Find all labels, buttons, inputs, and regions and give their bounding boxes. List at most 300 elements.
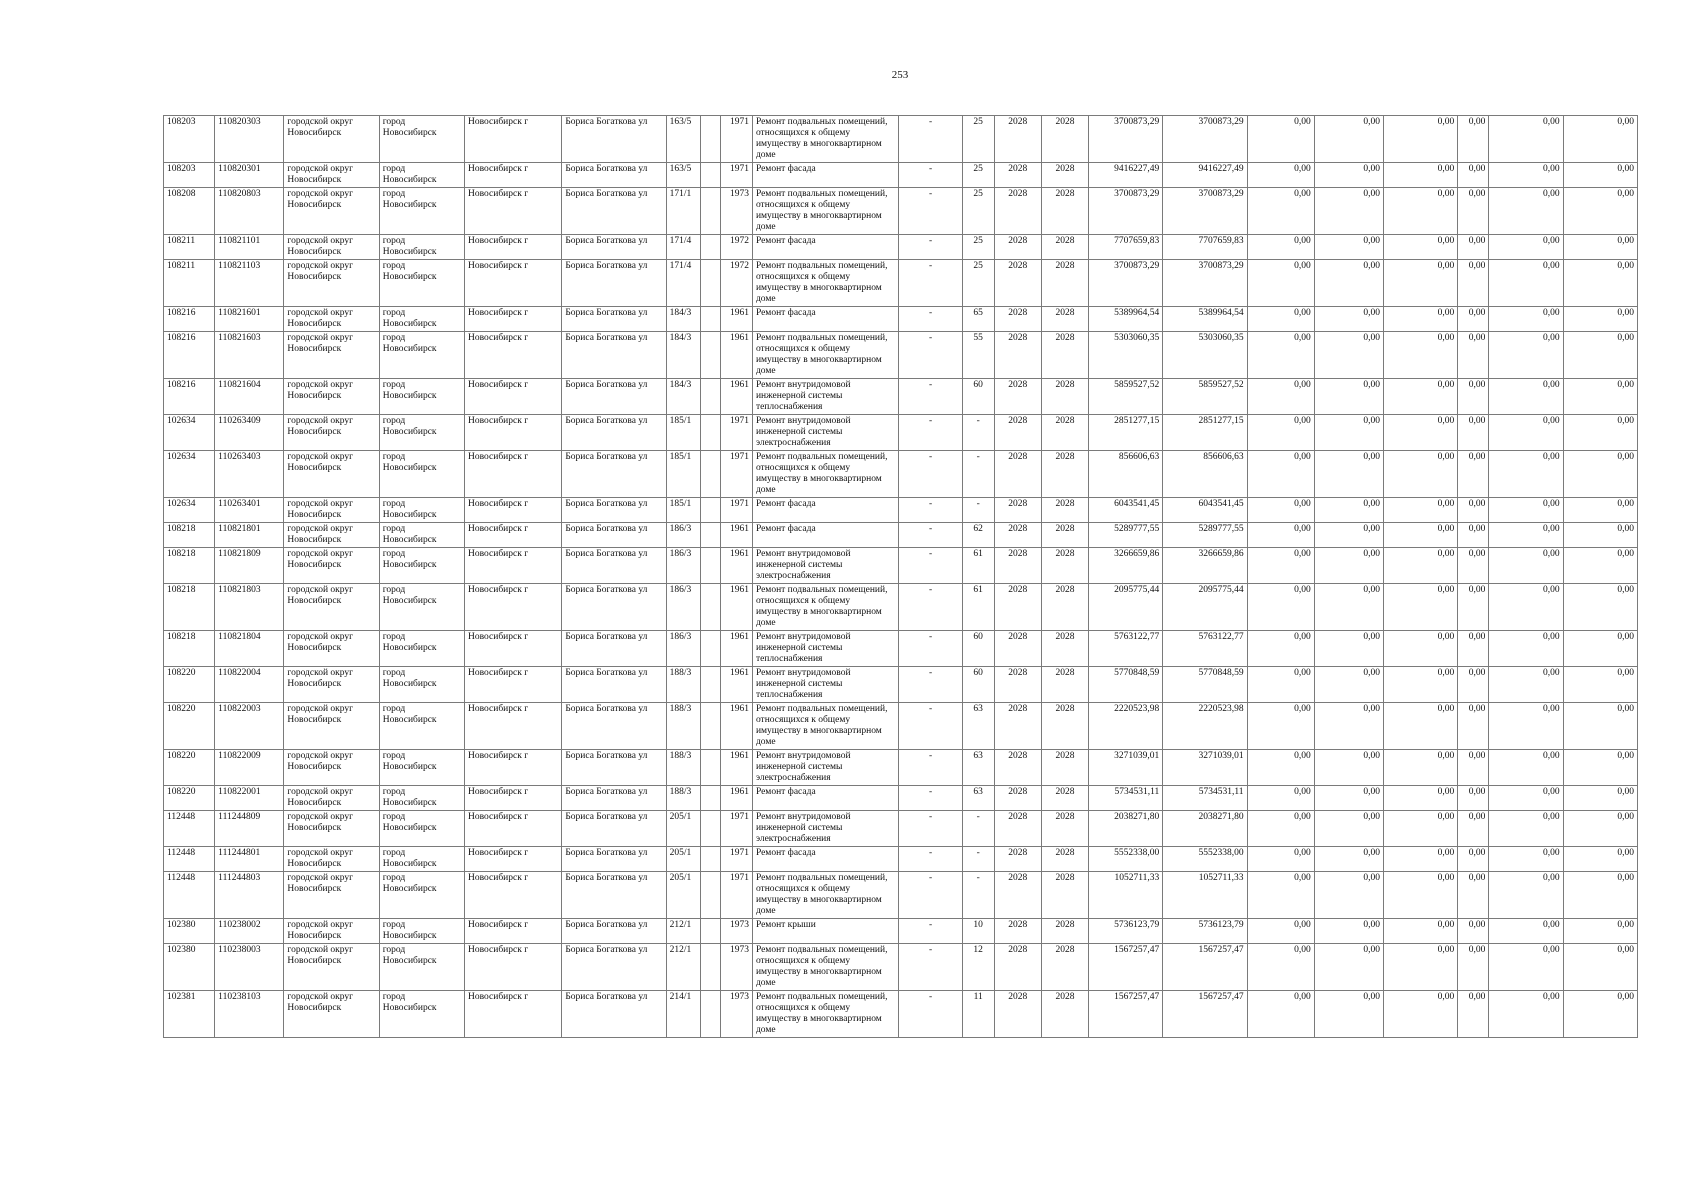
cell-empty-col: - (899, 667, 962, 703)
cell-fund-cost: 3700873,29 (1163, 260, 1247, 307)
cell-other-funds: 0,00 (1458, 332, 1489, 379)
cell-plan-year-end: 2028 (1041, 991, 1088, 1038)
cell-owner-funds: 0,00 (1489, 786, 1563, 811)
cell-total-cost: 3271039,01 (1089, 750, 1163, 786)
cell-year-built: 1973 (720, 944, 752, 991)
cell-work-type: Ремонт подвальных помещений, относящихся к общему имуществу в многоквартирном доме (752, 991, 898, 1038)
cell-extra-funds: 0,00 (1563, 307, 1637, 332)
cell-owner-funds: 0,00 (1489, 451, 1563, 498)
cell-local-funds: 0,00 (1384, 451, 1458, 498)
cell-house-number: 184/3 (666, 307, 700, 332)
cell-house-number: 171/1 (666, 188, 700, 235)
cell-regional-funds: 0,00 (1314, 872, 1383, 919)
cell-plan-year-end: 2028 (1041, 379, 1088, 415)
table-row (164, 811, 1638, 847)
cell-street: Бориса Богаткова ул (562, 991, 666, 1038)
cell-street: Бориса Богаткова ул (562, 750, 666, 786)
cell-extra-funds: 0,00 (1563, 163, 1637, 188)
cell-house-id: 108208 (164, 188, 215, 235)
cell-owner-funds: 0,00 (1489, 667, 1563, 703)
cell-federal-funds: 0,00 (1247, 919, 1314, 944)
cell-regional-funds: 0,00 (1314, 260, 1383, 307)
cell-municipality: городской округ Новосибирск (284, 847, 379, 872)
cell-owner-funds: 0,00 (1489, 872, 1563, 919)
cell-owner-funds: 0,00 (1489, 307, 1563, 332)
cell-owner-funds: 0,00 (1489, 584, 1563, 631)
cell-total-cost: 5389964,54 (1089, 307, 1163, 332)
cell-city: Новосибирск г (465, 498, 562, 523)
cell-work-id: 110822004 (215, 667, 284, 703)
cell-house-id: 108220 (164, 703, 215, 750)
cell-work-id: 110238103 (215, 991, 284, 1038)
cell-local-funds: 0,00 (1384, 235, 1458, 260)
cell-wear-percent: - (962, 498, 994, 523)
cell-empty-col: - (899, 235, 962, 260)
cell-federal-funds: 0,00 (1247, 116, 1314, 163)
cell-year-built: 1971 (720, 498, 752, 523)
cell-settlement: город Новосибирск (379, 415, 464, 451)
cell-municipality: городской округ Новосибирск (284, 415, 379, 451)
cell-street: Бориса Богаткова ул (562, 667, 666, 703)
cell-house-id: 108203 (164, 163, 215, 188)
cell-extra-funds: 0,00 (1563, 116, 1637, 163)
cell-regional-funds: 0,00 (1314, 584, 1383, 631)
cell-empty-col: - (899, 919, 962, 944)
cell-wear-percent: 10 (962, 919, 994, 944)
cell-settlement: город Новосибирск (379, 260, 464, 307)
cell-house-id: 102634 (164, 451, 215, 498)
cell-city: Новосибирск г (465, 703, 562, 750)
cell-empty-col: - (899, 944, 962, 991)
table-row (164, 991, 1638, 1038)
table-row (164, 631, 1638, 667)
cell-wear-percent: - (962, 415, 994, 451)
cell-empty-col: - (899, 872, 962, 919)
cell-total-cost: 3700873,29 (1089, 260, 1163, 307)
cell-regional-funds: 0,00 (1314, 919, 1383, 944)
cell-other-funds: 0,00 (1458, 163, 1489, 188)
cell-year-built: 1971 (720, 116, 752, 163)
cell-building (700, 631, 720, 667)
cell-plan-year-end: 2028 (1041, 415, 1088, 451)
cell-local-funds: 0,00 (1384, 750, 1458, 786)
cell-local-funds: 0,00 (1384, 811, 1458, 847)
cell-municipality: городской округ Новосибирск (284, 498, 379, 523)
cell-wear-percent: 63 (962, 750, 994, 786)
cell-building (700, 584, 720, 631)
cell-work-id: 110822003 (215, 703, 284, 750)
cell-year-built: 1961 (720, 332, 752, 379)
cell-year-built: 1961 (720, 379, 752, 415)
cell-year-built: 1961 (720, 584, 752, 631)
cell-settlement: город Новосибирск (379, 188, 464, 235)
cell-federal-funds: 0,00 (1247, 307, 1314, 332)
cell-year-built: 1971 (720, 415, 752, 451)
cell-federal-funds: 0,00 (1247, 415, 1314, 451)
cell-owner-funds: 0,00 (1489, 631, 1563, 667)
cell-plan-year-end: 2028 (1041, 811, 1088, 847)
cell-empty-col: - (899, 548, 962, 584)
cell-plan-year-end: 2028 (1041, 332, 1088, 379)
cell-extra-funds: 0,00 (1563, 451, 1637, 498)
cell-house-id: 108218 (164, 523, 215, 548)
cell-settlement: город Новосибирск (379, 944, 464, 991)
cell-empty-col: - (899, 786, 962, 811)
cell-fund-cost: 5734531,11 (1163, 786, 1247, 811)
cell-wear-percent: 63 (962, 703, 994, 750)
cell-plan-year-start: 2028 (994, 703, 1041, 750)
cell-year-built: 1961 (720, 307, 752, 332)
cell-work-id: 110822009 (215, 750, 284, 786)
cell-other-funds: 0,00 (1458, 548, 1489, 584)
cell-city: Новосибирск г (465, 163, 562, 188)
cell-owner-funds: 0,00 (1489, 919, 1563, 944)
cell-other-funds: 0,00 (1458, 991, 1489, 1038)
cell-city: Новосибирск г (465, 991, 562, 1038)
cell-fund-cost: 3266659,86 (1163, 548, 1247, 584)
cell-city: Новосибирск г (465, 847, 562, 872)
cell-street: Бориса Богаткова ул (562, 307, 666, 332)
cell-federal-funds: 0,00 (1247, 872, 1314, 919)
cell-plan-year-start: 2028 (994, 811, 1041, 847)
cell-federal-funds: 0,00 (1247, 260, 1314, 307)
cell-year-built: 1961 (720, 631, 752, 667)
cell-settlement: город Новосибирск (379, 163, 464, 188)
cell-federal-funds: 0,00 (1247, 667, 1314, 703)
cell-other-funds: 0,00 (1458, 188, 1489, 235)
table-row (164, 188, 1638, 235)
table-row (164, 163, 1638, 188)
cell-street: Бориса Богаткова ул (562, 235, 666, 260)
cell-settlement: город Новосибирск (379, 451, 464, 498)
page-number: 253 (891, 69, 909, 81)
cell-year-built: 1971 (720, 872, 752, 919)
cell-plan-year-start: 2028 (994, 584, 1041, 631)
cell-empty-col: - (899, 584, 962, 631)
cell-city: Новосибирск г (465, 415, 562, 451)
cell-street: Бориса Богаткова ул (562, 260, 666, 307)
cell-plan-year-start: 2028 (994, 188, 1041, 235)
cell-house-id: 108220 (164, 667, 215, 703)
cell-plan-year-start: 2028 (994, 379, 1041, 415)
cell-total-cost: 5303060,35 (1089, 332, 1163, 379)
cell-building (700, 451, 720, 498)
cell-settlement: город Новосибирск (379, 847, 464, 872)
cell-regional-funds: 0,00 (1314, 379, 1383, 415)
cell-year-built: 1971 (720, 847, 752, 872)
table-row (164, 750, 1638, 786)
cell-house-number: 163/5 (666, 163, 700, 188)
cell-wear-percent: 60 (962, 379, 994, 415)
cell-street: Бориса Богаткова ул (562, 786, 666, 811)
cell-house-number: 186/3 (666, 631, 700, 667)
cell-local-funds: 0,00 (1384, 415, 1458, 451)
cell-owner-funds: 0,00 (1489, 379, 1563, 415)
cell-owner-funds: 0,00 (1489, 548, 1563, 584)
cell-municipality: городской округ Новосибирск (284, 872, 379, 919)
cell-extra-funds: 0,00 (1563, 548, 1637, 584)
cell-other-funds: 0,00 (1458, 667, 1489, 703)
cell-plan-year-start: 2028 (994, 415, 1041, 451)
cell-house-id: 108220 (164, 750, 215, 786)
cell-work-id: 111244801 (215, 847, 284, 872)
cell-building (700, 163, 720, 188)
cell-wear-percent: 25 (962, 116, 994, 163)
cell-local-funds: 0,00 (1384, 991, 1458, 1038)
cell-regional-funds: 0,00 (1314, 307, 1383, 332)
cell-extra-funds: 0,00 (1563, 786, 1637, 811)
cell-year-built: 1973 (720, 991, 752, 1038)
cell-plan-year-end: 2028 (1041, 786, 1088, 811)
table-row (164, 703, 1638, 750)
cell-extra-funds: 0,00 (1563, 750, 1637, 786)
table-row (164, 451, 1638, 498)
cell-local-funds: 0,00 (1384, 548, 1458, 584)
cell-house-id: 108211 (164, 260, 215, 307)
cell-plan-year-end: 2028 (1041, 872, 1088, 919)
cell-house-number: 184/3 (666, 379, 700, 415)
cell-work-type: Ремонт внутридомовой инженерной системы теплоснабжения (752, 631, 898, 667)
cell-total-cost: 7707659,83 (1089, 235, 1163, 260)
cell-building (700, 944, 720, 991)
cell-extra-funds: 0,00 (1563, 631, 1637, 667)
cell-municipality: городской округ Новосибирск (284, 703, 379, 750)
cell-owner-funds: 0,00 (1489, 163, 1563, 188)
cell-owner-funds: 0,00 (1489, 944, 1563, 991)
cell-empty-col: - (899, 307, 962, 332)
cell-municipality: городской округ Новосибирск (284, 667, 379, 703)
cell-house-id: 108220 (164, 786, 215, 811)
cell-federal-funds: 0,00 (1247, 584, 1314, 631)
cell-total-cost: 1567257,47 (1089, 944, 1163, 991)
cell-settlement: город Новосибирск (379, 523, 464, 548)
cell-house-id: 102634 (164, 498, 215, 523)
cell-local-funds: 0,00 (1384, 631, 1458, 667)
cell-federal-funds: 0,00 (1247, 847, 1314, 872)
cell-city: Новосибирск г (465, 188, 562, 235)
cell-other-funds: 0,00 (1458, 919, 1489, 944)
cell-plan-year-start: 2028 (994, 163, 1041, 188)
cell-municipality: городской округ Новосибирск (284, 332, 379, 379)
cell-plan-year-start: 2028 (994, 847, 1041, 872)
cell-work-id: 110821809 (215, 548, 284, 584)
cell-total-cost: 5289777,55 (1089, 523, 1163, 548)
cell-wear-percent: 25 (962, 163, 994, 188)
cell-empty-col: - (899, 379, 962, 415)
cell-empty-col: - (899, 847, 962, 872)
cell-work-type: Ремонт внутридомовой инженерной системы электроснабжения (752, 415, 898, 451)
table-row (164, 786, 1638, 811)
cell-extra-funds: 0,00 (1563, 872, 1637, 919)
cell-local-funds: 0,00 (1384, 260, 1458, 307)
cell-year-built: 1961 (720, 750, 752, 786)
cell-city: Новосибирск г (465, 379, 562, 415)
cell-total-cost: 2038271,80 (1089, 811, 1163, 847)
cell-fund-cost: 5736123,79 (1163, 919, 1247, 944)
cell-work-id: 110820803 (215, 188, 284, 235)
cell-house-number: 185/1 (666, 451, 700, 498)
cell-regional-funds: 0,00 (1314, 116, 1383, 163)
cell-regional-funds: 0,00 (1314, 750, 1383, 786)
cell-municipality: городской округ Новосибирск (284, 944, 379, 991)
cell-house-number: 214/1 (666, 991, 700, 1038)
cell-extra-funds: 0,00 (1563, 944, 1637, 991)
cell-work-id: 110820301 (215, 163, 284, 188)
cell-street: Бориса Богаткова ул (562, 451, 666, 498)
cell-extra-funds: 0,00 (1563, 584, 1637, 631)
cell-wear-percent: 61 (962, 548, 994, 584)
cell-local-funds: 0,00 (1384, 523, 1458, 548)
cell-plan-year-start: 2028 (994, 116, 1041, 163)
cell-settlement: город Новосибирск (379, 631, 464, 667)
cell-year-built: 1971 (720, 163, 752, 188)
cell-total-cost: 5859527,52 (1089, 379, 1163, 415)
cell-regional-funds: 0,00 (1314, 498, 1383, 523)
cell-building (700, 260, 720, 307)
cell-building (700, 703, 720, 750)
cell-house-number: 212/1 (666, 944, 700, 991)
cell-total-cost: 2851277,15 (1089, 415, 1163, 451)
cell-regional-funds: 0,00 (1314, 847, 1383, 872)
cell-work-type: Ремонт подвальных помещений, относящихся к общему имуществу в многоквартирном доме (752, 188, 898, 235)
cell-empty-col: - (899, 523, 962, 548)
table-row (164, 847, 1638, 872)
cell-wear-percent: 25 (962, 235, 994, 260)
cell-work-type: Ремонт фасада (752, 498, 898, 523)
cell-work-id: 110821604 (215, 379, 284, 415)
cell-fund-cost: 5289777,55 (1163, 523, 1247, 548)
cell-plan-year-start: 2028 (994, 991, 1041, 1038)
cell-wear-percent: 60 (962, 667, 994, 703)
cell-other-funds: 0,00 (1458, 307, 1489, 332)
cell-extra-funds: 0,00 (1563, 498, 1637, 523)
cell-other-funds: 0,00 (1458, 260, 1489, 307)
cell-work-id: 110821803 (215, 584, 284, 631)
cell-regional-funds: 0,00 (1314, 811, 1383, 847)
cell-local-funds: 0,00 (1384, 332, 1458, 379)
cell-owner-funds: 0,00 (1489, 332, 1563, 379)
cell-work-type: Ремонт внутридомовой инженерной системы теплоснабжения (752, 379, 898, 415)
cell-house-number: 171/4 (666, 260, 700, 307)
cell-house-id: 102380 (164, 919, 215, 944)
cell-local-funds: 0,00 (1384, 872, 1458, 919)
cell-city: Новосибирск г (465, 260, 562, 307)
cell-empty-col: - (899, 332, 962, 379)
cell-total-cost: 3700873,29 (1089, 116, 1163, 163)
cell-work-type: Ремонт внутридомовой инженерной системы электроснабжения (752, 811, 898, 847)
cell-empty-col: - (899, 811, 962, 847)
cell-municipality: городской округ Новосибирск (284, 811, 379, 847)
cell-wear-percent: 63 (962, 786, 994, 811)
cell-fund-cost: 7707659,83 (1163, 235, 1247, 260)
cell-total-cost: 1052711,33 (1089, 872, 1163, 919)
cell-city: Новосибирск г (465, 307, 562, 332)
cell-work-type: Ремонт подвальных помещений, относящихся к общему имуществу в многоквартирном доме (752, 872, 898, 919)
cell-work-type: Ремонт фасада (752, 235, 898, 260)
cell-year-built: 1971 (720, 451, 752, 498)
cell-work-id: 110821801 (215, 523, 284, 548)
cell-settlement: город Новосибирск (379, 667, 464, 703)
cell-other-funds: 0,00 (1458, 750, 1489, 786)
cell-work-type: Ремонт подвальных помещений, относящихся к общему имуществу в многоквартирном доме (752, 332, 898, 379)
cell-empty-col: - (899, 188, 962, 235)
table-row (164, 944, 1638, 991)
cell-house-id: 108218 (164, 584, 215, 631)
cell-other-funds: 0,00 (1458, 703, 1489, 750)
cell-municipality: городской округ Новосибирск (284, 786, 379, 811)
cell-wear-percent: 60 (962, 631, 994, 667)
cell-plan-year-end: 2028 (1041, 919, 1088, 944)
cell-plan-year-start: 2028 (994, 332, 1041, 379)
cell-wear-percent: - (962, 847, 994, 872)
cell-house-id: 108203 (164, 116, 215, 163)
cell-municipality: городской округ Новосибирск (284, 188, 379, 235)
cell-regional-funds: 0,00 (1314, 235, 1383, 260)
cell-wear-percent: 12 (962, 944, 994, 991)
cell-municipality: городской округ Новосибирск (284, 523, 379, 548)
cell-plan-year-end: 2028 (1041, 944, 1088, 991)
cell-plan-year-start: 2028 (994, 667, 1041, 703)
cell-house-number: 205/1 (666, 872, 700, 919)
cell-municipality: городской округ Новосибирск (284, 260, 379, 307)
cell-house-id: 108216 (164, 379, 215, 415)
cell-local-funds: 0,00 (1384, 116, 1458, 163)
cell-work-type: Ремонт подвальных помещений, относящихся к общему имуществу в многоквартирном доме (752, 451, 898, 498)
cell-house-id: 112448 (164, 811, 215, 847)
cell-work-type: Ремонт внутридомовой инженерной системы электроснабжения (752, 548, 898, 584)
cell-extra-funds: 0,00 (1563, 188, 1637, 235)
cell-federal-funds: 0,00 (1247, 548, 1314, 584)
cell-total-cost: 5763122,77 (1089, 631, 1163, 667)
cell-empty-col: - (899, 498, 962, 523)
table-row (164, 307, 1638, 332)
cell-building (700, 786, 720, 811)
cell-federal-funds: 0,00 (1247, 631, 1314, 667)
cell-fund-cost: 5303060,35 (1163, 332, 1247, 379)
table-row (164, 872, 1638, 919)
cell-local-funds: 0,00 (1384, 307, 1458, 332)
cell-city: Новосибирск г (465, 548, 562, 584)
cell-plan-year-end: 2028 (1041, 548, 1088, 584)
cell-plan-year-start: 2028 (994, 944, 1041, 991)
cell-house-id: 108218 (164, 548, 215, 584)
cell-total-cost: 3700873,29 (1089, 188, 1163, 235)
cell-year-built: 1973 (720, 188, 752, 235)
cell-street: Бориса Богаткова ул (562, 811, 666, 847)
cell-house-number: 212/1 (666, 919, 700, 944)
cell-house-id: 102634 (164, 415, 215, 451)
cell-owner-funds: 0,00 (1489, 498, 1563, 523)
cell-settlement: город Новосибирск (379, 786, 464, 811)
cell-municipality: городской округ Новосибирск (284, 116, 379, 163)
cell-plan-year-start: 2028 (994, 631, 1041, 667)
cell-regional-funds: 0,00 (1314, 451, 1383, 498)
cell-house-number: 185/1 (666, 415, 700, 451)
cell-other-funds: 0,00 (1458, 379, 1489, 415)
cell-city: Новосибирск г (465, 919, 562, 944)
cell-year-built: 1961 (720, 523, 752, 548)
cell-extra-funds: 0,00 (1563, 847, 1637, 872)
cell-other-funds: 0,00 (1458, 811, 1489, 847)
cell-street: Бориса Богаткова ул (562, 548, 666, 584)
cell-building (700, 379, 720, 415)
cell-house-number: 205/1 (666, 811, 700, 847)
cell-federal-funds: 0,00 (1247, 991, 1314, 1038)
cell-work-id: 110821804 (215, 631, 284, 667)
cell-house-number: 186/3 (666, 548, 700, 584)
cell-local-funds: 0,00 (1384, 786, 1458, 811)
cell-city: Новосибирск г (465, 584, 562, 631)
